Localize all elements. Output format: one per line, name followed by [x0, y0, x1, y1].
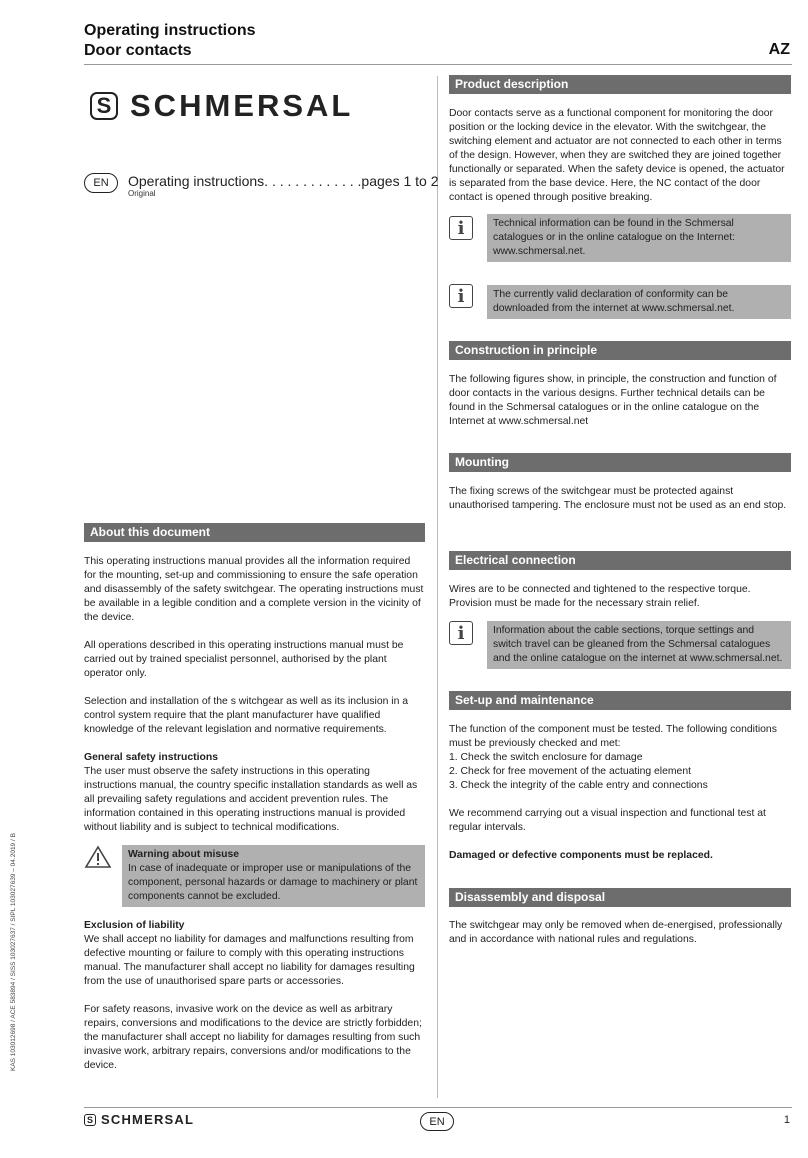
product-code: AZ	[768, 41, 790, 58]
disposal-text: The switchgear may only be removed when de-energised, professionally and in accordance with national rules and regulations.	[449, 920, 783, 945]
column-divider	[437, 76, 438, 1098]
warning-text: In case of inadequate or improper use or manipulations of the component, personal hazards or damage to machinery or plant components cannot be excluded.	[128, 863, 418, 902]
product-description-text: Door contacts serve as a functional component for monitoring the door position or the locking device in the elevator. With the switchgear, the switching element and actuator are not connected to each other in terms of the design. However, when they are switched they are joined together functionally or separated. When the safety device is opened, the actuator is separated from the base device. Here, the NC contact of the door contact is opened through positive breaking.	[449, 108, 785, 203]
footer-language-badge: EN	[420, 1112, 454, 1131]
general-safety-block	[84, 751, 424, 835]
schmersal-logo	[90, 88, 353, 124]
setup-item-2: 2. Check for free movement of the actuating element	[449, 766, 691, 777]
warning-misuse-box	[122, 845, 425, 907]
general-safety-text: The user must observe the safety instructions in this operating instructions manual, the country specific installation standards as well as all prevailing safety regulations and accident prevention rules. The information contained in this operating instructions manual is provided without liability and is subject to technical modifications.	[84, 766, 418, 833]
info-note-catalogue: Technical information can be found in the Schmersal catalogues or in the online catalogue on the Internet: www.schmersal.net.	[487, 214, 791, 262]
warning-triangle-icon	[84, 845, 112, 874]
about-paragraph-1: This operating instructions manual provides all the information required for the mounting, set-up and commissioning to ensure the safe operation and disassembly of the safety switchgear. The operating instructions must be available in a legible condition and a complete version in the vicinity of the device.	[84, 556, 424, 623]
setup-intro: The function of the component must be tested. The following conditions must be previously checked and met:	[449, 724, 777, 749]
logo-text: SCHMERSAL	[130, 88, 354, 123]
info-icon: i	[449, 216, 473, 240]
liability-text: We shall accept no liability for damages and malfunctions resulting from defective mounting or failure to comply with this operating instructions manual. The manufacturer shall accept no liability for damages resulting from the use of unauthorised spare parts or accessories.	[84, 934, 415, 987]
info-icon: i	[449, 621, 473, 645]
footer-rule	[84, 1107, 792, 1108]
electrical-text: Wires are to be connected and tightened to the respective torque. Provision must be made for the necessary strain relief.	[449, 584, 751, 609]
section-heading-about: About this document	[84, 523, 425, 542]
construction-text: The following figures show, in principle, the construction and function of door contacts in the various designs. Further technical details can be found in the Schmersal catalogues or in the online catalogue on the Internet at www.schmersal.net	[449, 374, 777, 427]
section-heading-setup: Set-up and maintenance	[449, 691, 791, 710]
liability-heading: Exclusion of liability	[84, 920, 185, 931]
info-icon: i	[449, 284, 473, 308]
safety-reasons-paragraph: For safety reasons, invasive work on the device as well as arbitrary repairs, conversions and modifications to the device are strictly forbidden; the manufacturer shall accept no liability for damages resulting from such invasive work, arbitrary repairs, conversions and/or modifications to the device.	[84, 1004, 422, 1071]
section-heading-mounting: Mounting	[449, 453, 791, 472]
language-original-label: Original	[128, 189, 156, 198]
logo-mark-icon: S	[90, 92, 118, 120]
header-rule	[84, 64, 792, 65]
section-heading-construction: Construction in principle	[449, 341, 791, 360]
page-number: 1	[783, 1114, 790, 1126]
info-note-conformity: The currently valid declaration of conformity can be downloaded from the internet at www.schmersal.net.	[487, 285, 791, 319]
footer-logo-text: SCHMERSAL	[101, 1112, 195, 1127]
setup-damaged-warning: Damaged or defective components must be replaced.	[449, 850, 713, 861]
language-pages-line: Operating instructions. . . . . . . . . . . . .pages 1 to 2	[128, 173, 439, 189]
general-safety-heading: General safety instructions	[84, 752, 218, 763]
setup-recommendation: We recommend carrying out a visual inspection and functional test at regular intervals.	[449, 808, 766, 833]
info-note-cable: Information about the cable sections, torque settings and switch travel can be gleaned from the Schmersal catalogues and the online catalogue on the internet at www.schmersal.net.	[487, 621, 791, 669]
about-paragraph-2: All operations described in this operating instructions manual must be carried out by trained specialist personnel, authorised by the plant operator only.	[84, 640, 404, 679]
setup-item-1: 1. Check the switch enclosure for damage	[449, 752, 643, 763]
warning-title: Warning about misuse	[128, 849, 240, 860]
setup-block	[449, 723, 791, 793]
footer-logo	[84, 1112, 194, 1127]
document-title	[84, 21, 256, 61]
liability-block	[84, 919, 426, 989]
section-heading-disposal: Disassembly and disposal	[449, 888, 791, 907]
mounting-text: The fixing screws of the switchgear must be protected against unauthorised tampering. The enclosure must not be used as an end stop.	[449, 486, 787, 511]
section-heading-product: Product description	[449, 75, 791, 94]
document-reference-code: KAS 103012698 / ACE 583894 / SISS 103027637 / SIPL 103027639 – 04.2019 / B	[10, 833, 17, 1071]
footer-logo-mark-icon: S	[84, 1114, 96, 1126]
section-heading-electrical: Electrical connection	[449, 551, 791, 570]
language-badge: EN	[84, 173, 118, 193]
title-line-1: Operating instructions	[84, 22, 256, 39]
about-paragraph-3: Selection and installation of the s witchgear as well as its inclusion in a control system require that the plant manufacturer have qualified knowledge of the relevant legislation and normative requirements.	[84, 696, 409, 735]
setup-item-3: 3. Check the integrity of the cable entry and connections	[449, 780, 708, 791]
title-line-2: Door contacts	[84, 42, 192, 59]
